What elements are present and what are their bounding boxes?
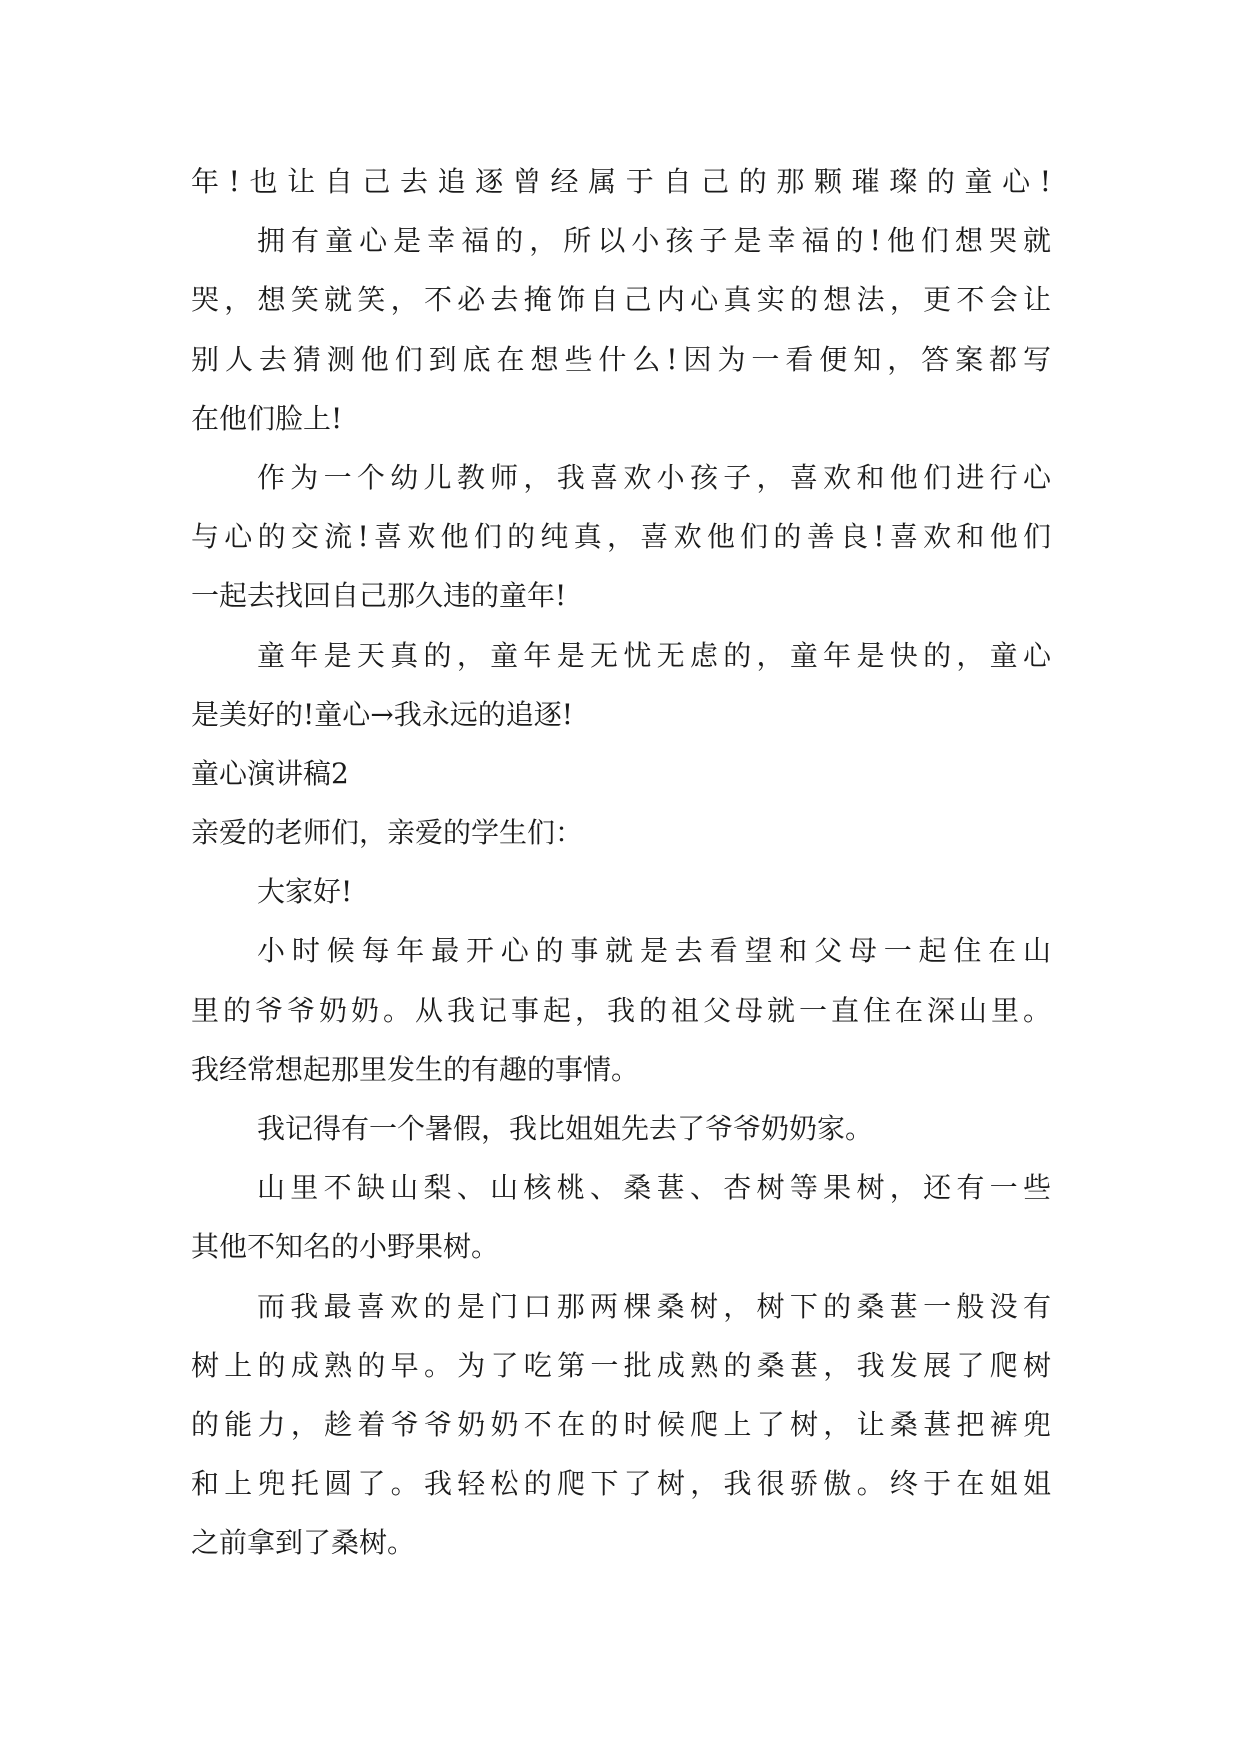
text-line: 的能力，趁着爷爷奶奶不在的时候爬上了树，让桑葚把裤兜 (191, 1407, 1051, 1441)
paragraph-first-line: 山里不缺山梨、山核桃、桑葚、杏树等果树，还有一些 (257, 1171, 1051, 1205)
paragraph-first-line: 童年是天真的，童年是无忧无虑的，童年是快的，童心 (257, 638, 1051, 672)
section-title: 童心演讲稿2 (191, 756, 349, 790)
text-line: 树上的成熟的早。为了吃第一批成熟的桑葚，我发展了爬树 (191, 1348, 1051, 1382)
text-line: 其他不知名的小野果树。 (191, 1230, 500, 1264)
text-line: 我经常想起那里发生的有趣的事情。 (191, 1052, 640, 1086)
paragraph-first-line: 作为一个幼儿教师，我喜欢小孩子，喜欢和他们进行心 (257, 460, 1051, 494)
text-line: 之前拿到了桑树。 (191, 1526, 416, 1560)
document-body (191, 152, 1051, 1573)
paragraph-first-line: 而我最喜欢的是门口那两棵桑树，树下的桑葚一般没有 (257, 1289, 1051, 1323)
text-line: 年!也让自己去追逐曾经属于自己的那颗璀璨的童心! (191, 165, 1051, 198)
text-line: 在他们脸上! (191, 401, 343, 435)
text-line: 一起去找回自己那久违的童年! (191, 579, 567, 613)
salutation: 亲爱的老师们，亲爱的学生们： (191, 816, 584, 850)
text-line: 和上兜托圆了。我轻松的爬下了树，我很骄傲。终于在姐姐 (191, 1467, 1051, 1501)
text-line: 里的爷爷奶奶。从我记事起，我的祖父母就一直住在深山里。 (191, 993, 1051, 1027)
text-line: 是美好的!童心→我永远的追逐! (191, 697, 573, 731)
paragraph-first-line: 我记得有一个暑假，我比姐姐先去了爷爷奶奶家。 (257, 1112, 874, 1145)
text-line: 别人去猜测他们到底在想些什么!因为一看便知，答案都写 (191, 342, 1051, 376)
text-line: 与心的交流!喜欢他们的纯真，喜欢他们的善良!喜欢和他们 (191, 520, 1051, 554)
greeting: 大家好! (257, 875, 353, 909)
paragraph-first-line: 拥有童心是幸福的，所以小孩子是幸福的!他们想哭就 (257, 224, 1051, 258)
paragraph-first-line: 小时候每年最开心的事就是去看望和父母一起住在山 (257, 934, 1051, 968)
text-line: 哭，想笑就笑，不必去掩饰自己内心真实的想法，更不会让 (191, 283, 1051, 317)
